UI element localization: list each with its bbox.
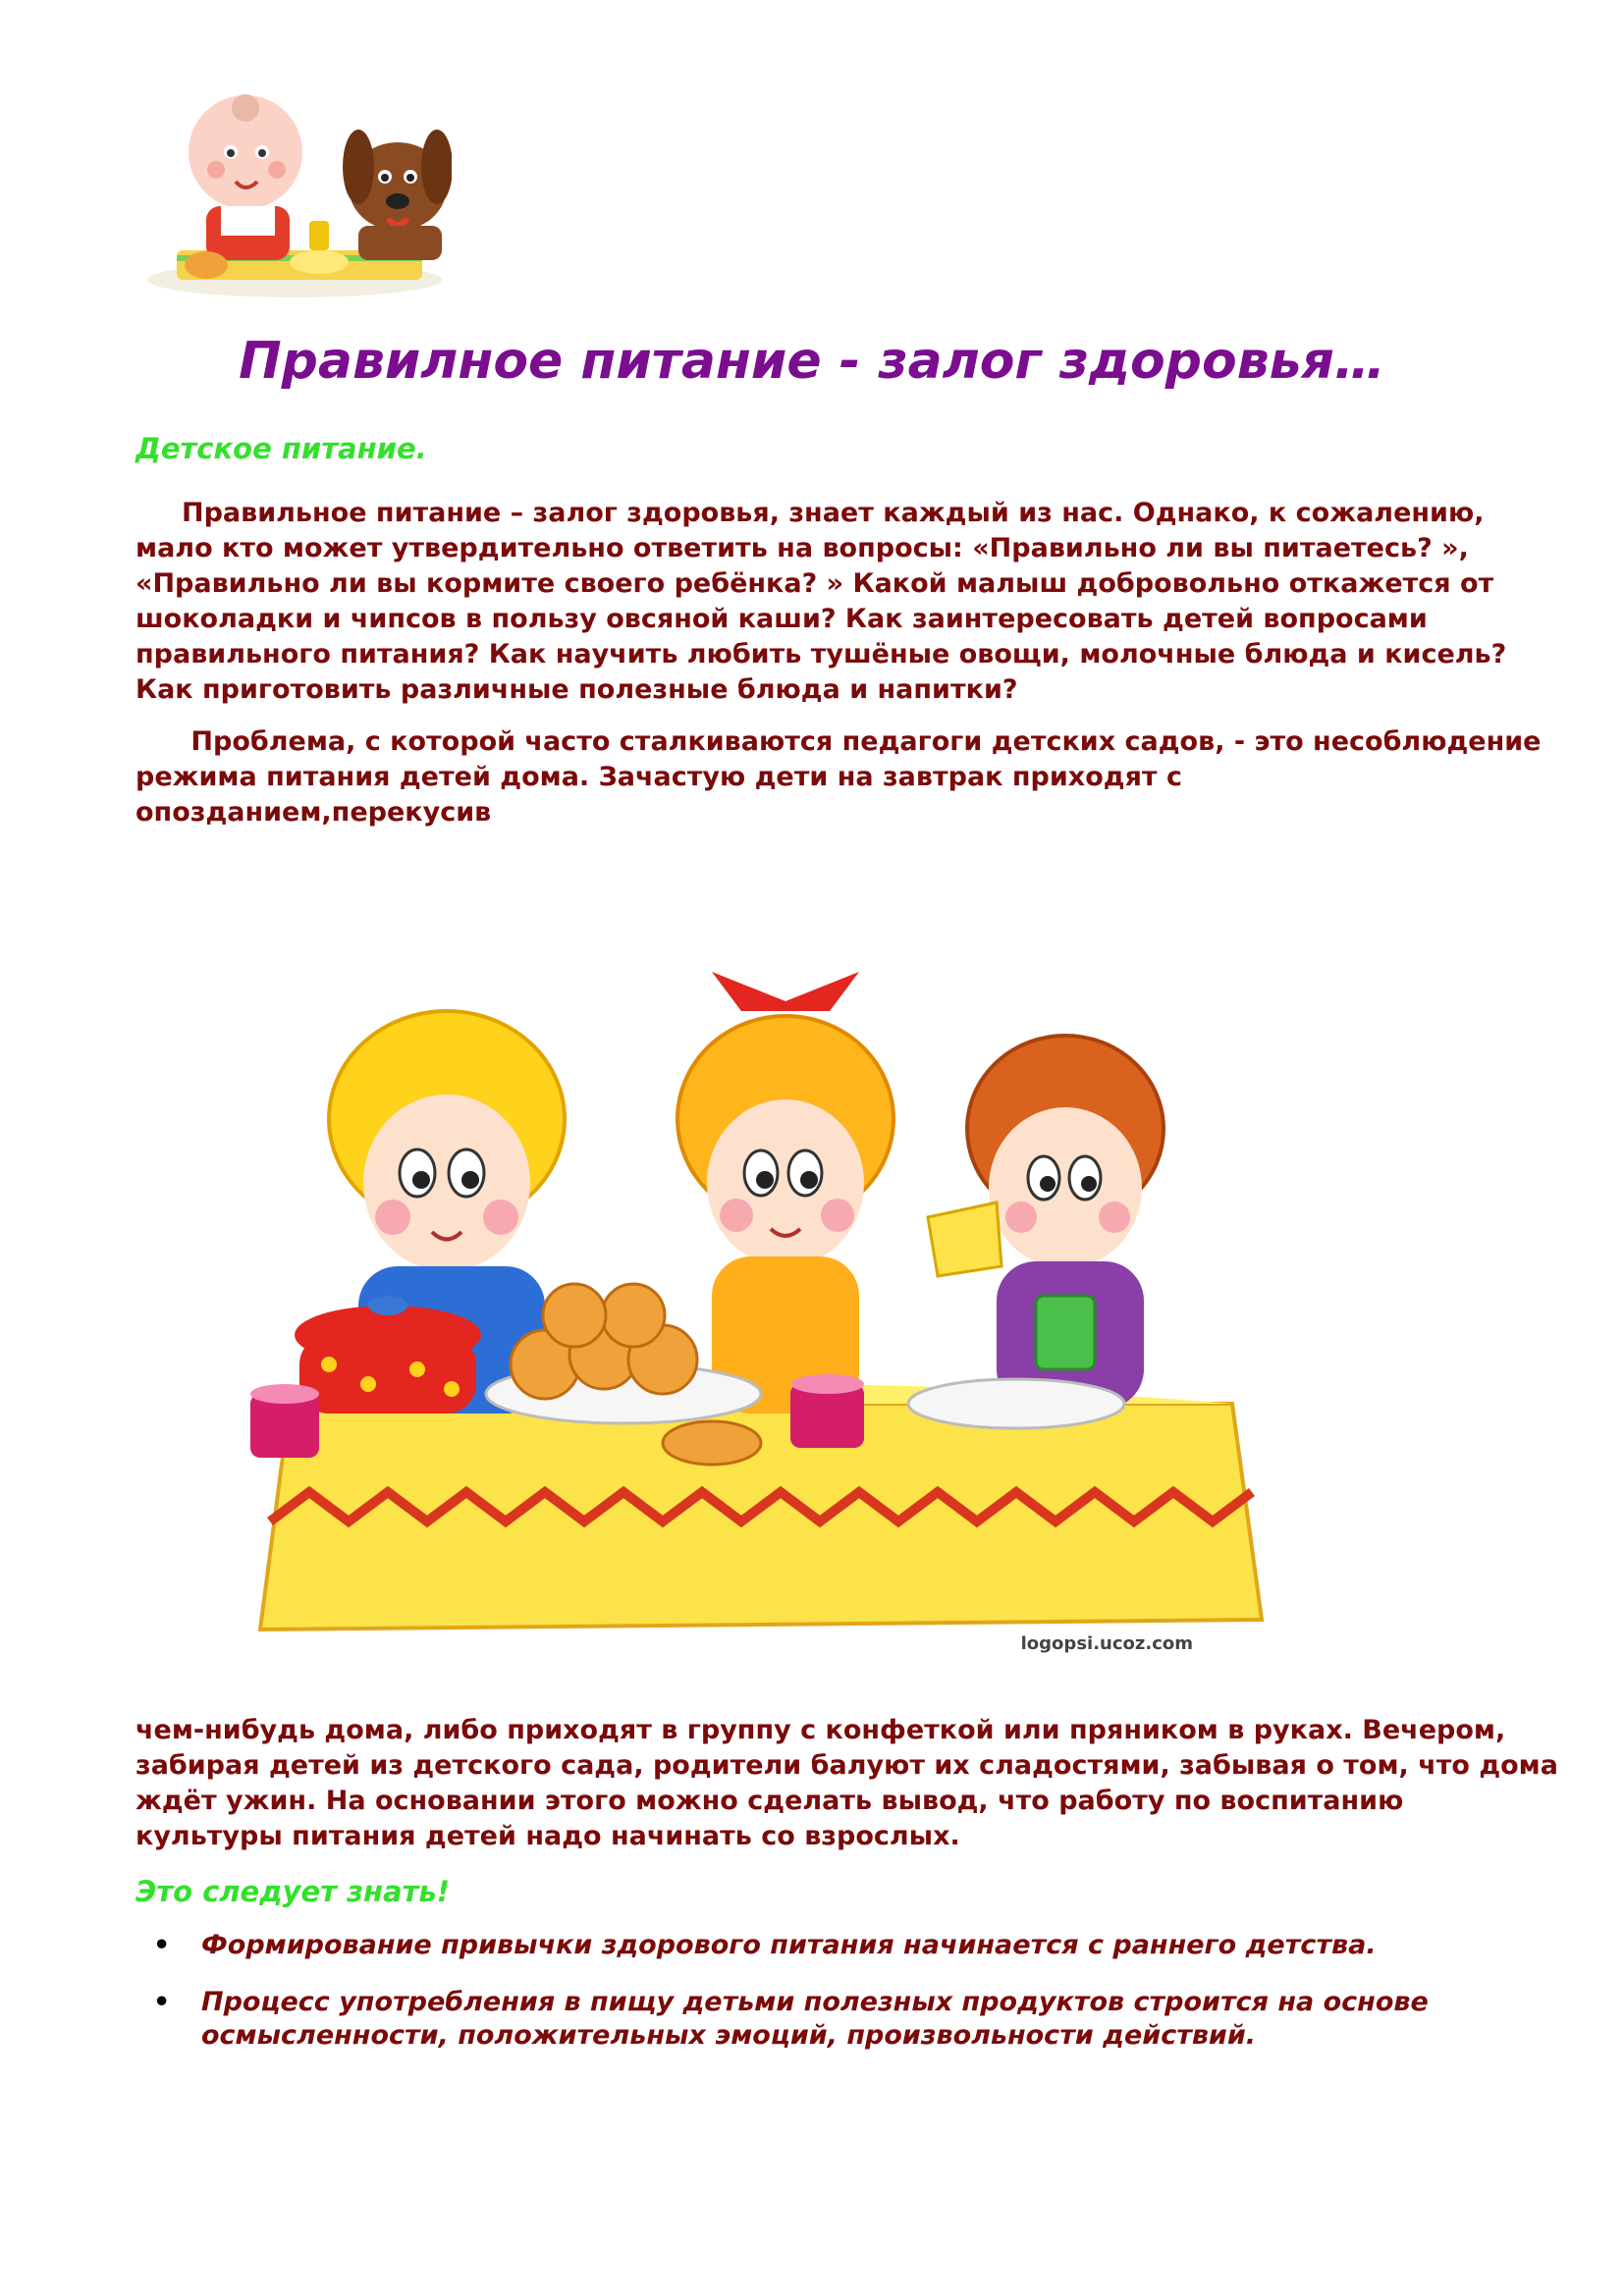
text-line: опозданием,перекусив xyxy=(135,797,492,828)
section-heading-kids-nutrition: Детское питание. xyxy=(135,432,427,465)
text-line: ждёт ужин. На основании этого можно сделать вывод, что работу по воспитанию xyxy=(135,1786,1404,1816)
paragraph-problem xyxy=(135,724,1542,830)
text-line: Проблема, с которой часто сталкиваются педагоги детских садов, - это несоблюдение xyxy=(135,726,1542,757)
text-line: культуры питания детей надо начинать со взрослых. xyxy=(135,1821,960,1851)
text-line: «Правильно ли вы кормите своего ребёнка? » Какой малыш добровольно откажется от xyxy=(135,568,1494,599)
text-line: шоколадки и чипсов в пользу овсяной каши? Как заинтересовать детей вопросами xyxy=(135,604,1428,634)
text-line: Процесс употребления в пищу детьми полезных продуктов строится на основе xyxy=(201,1987,1429,2017)
section-heading-should-know: Это следует знать! xyxy=(135,1875,450,1908)
text-line: чем-нибудь дома, либо приходят в группу с конфеткой или пряником в руках. Вечером, xyxy=(135,1715,1506,1745)
facts-bullet-list xyxy=(147,1929,1522,2076)
text-line: Формирование привычки здорового питания начинается с раннего детства. xyxy=(201,1930,1377,1960)
paragraph-continuation xyxy=(135,1713,1558,1854)
bullet-marker: • xyxy=(153,1987,171,2017)
children-at-table-illustration xyxy=(250,972,1276,1659)
text-line: осмысленности, положительных эмоций, произвольности действий. xyxy=(201,2020,1257,2051)
text-line: Как приготовить различные полезные блюда и напитки? xyxy=(135,674,1018,705)
text-line: правильного питания? Как научить любить тушёные овощи, молочные блюда и кисель? xyxy=(135,639,1507,669)
paragraph-intro xyxy=(135,496,1510,708)
watermark-text: logopsi.ucoz.com xyxy=(1020,1633,1193,1654)
page-title: Правилное питание - залог здоровья… xyxy=(239,332,1385,391)
list-item xyxy=(147,1986,1522,2053)
text-line: забирая детей из детского сада, родители балуют их сладостями, забывая о том, что дома xyxy=(135,1750,1558,1781)
baby-and-puppy-logo-image xyxy=(137,83,452,301)
text-line: Правильное питание – залог здоровья, знает каждый из нас. Однако, к сожалению, xyxy=(135,498,1485,528)
list-item xyxy=(147,1929,1522,1962)
bullet-marker: • xyxy=(153,1930,171,1960)
text-line: мало кто может утвердительно ответить на вопросы: «Правильно ли вы питаетесь? », xyxy=(135,533,1469,563)
text-line: режима питания детей дома. Зачастую дети на завтрак приходят с xyxy=(135,762,1182,792)
